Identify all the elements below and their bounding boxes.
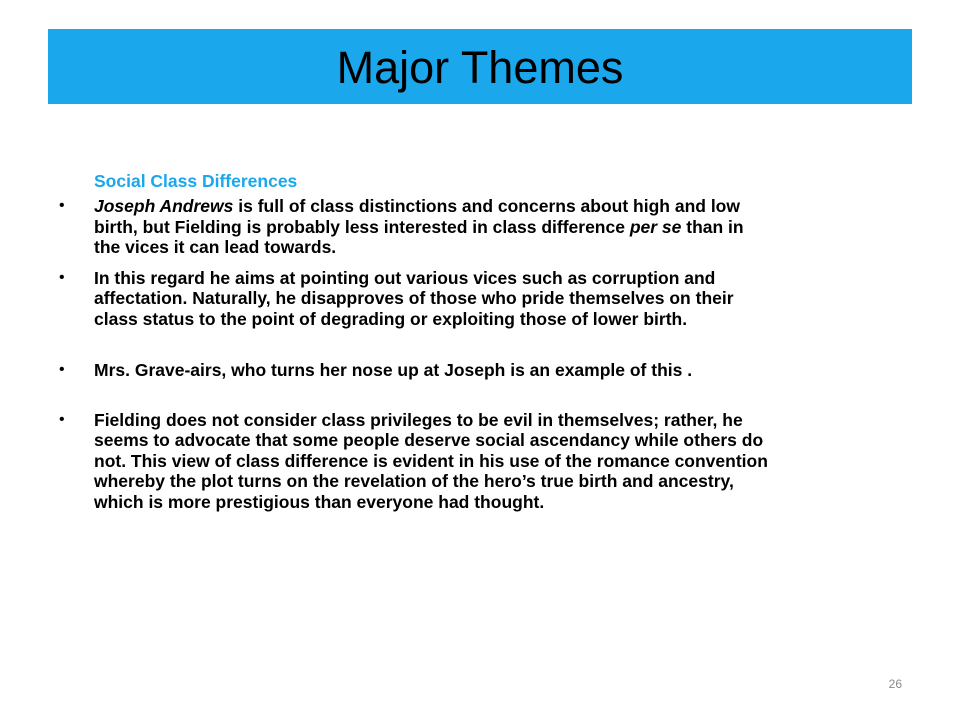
bullet-icon: • xyxy=(59,361,65,378)
bullet-text-part: than in the vices it can lead towards. xyxy=(94,216,744,257)
bullet-item xyxy=(58,268,768,330)
slide-content xyxy=(58,170,768,512)
bullet-text: Mrs. Grave-airs, who turns her nose up at Joseph is an example of this . xyxy=(94,360,693,380)
title-bar xyxy=(48,29,912,104)
page-number: 26 xyxy=(888,677,902,691)
bullet-item xyxy=(58,196,768,258)
emphasis-italic: per se xyxy=(629,216,682,237)
book-title-italic: Joseph Andrews xyxy=(94,196,234,216)
bullet-icon: • xyxy=(59,197,65,214)
bullet-item xyxy=(58,360,768,381)
section-subheading: Social Class Differences xyxy=(94,171,298,191)
bullet-item xyxy=(58,410,768,513)
bullet-icon: • xyxy=(59,410,65,428)
bullet-text: Fielding does not consider class privileges to be evil in themselves; rather, he seems to advocate that some people deserve social ascendancy while others do not. This view of class difference is evident in his use of the romance convention whereby the plot turns on the revelation of the hero’s true birth and ancestry, which is more prestigious than everyone had thought. xyxy=(94,409,768,512)
slide-title: Major Themes xyxy=(336,41,624,93)
bullet-text: In this regard he aims at pointing out various vices such as corruption and affectation. Naturally, he disapproves of those who pride themselves on their class status to the point of degrading or exploiting those of lower birth. xyxy=(94,267,734,329)
bullet-icon: • xyxy=(59,268,65,286)
bullet-text-part: is full of class distinctions and concerns about high and low birth, but Fielding is probably less interested in class difference xyxy=(94,196,740,237)
